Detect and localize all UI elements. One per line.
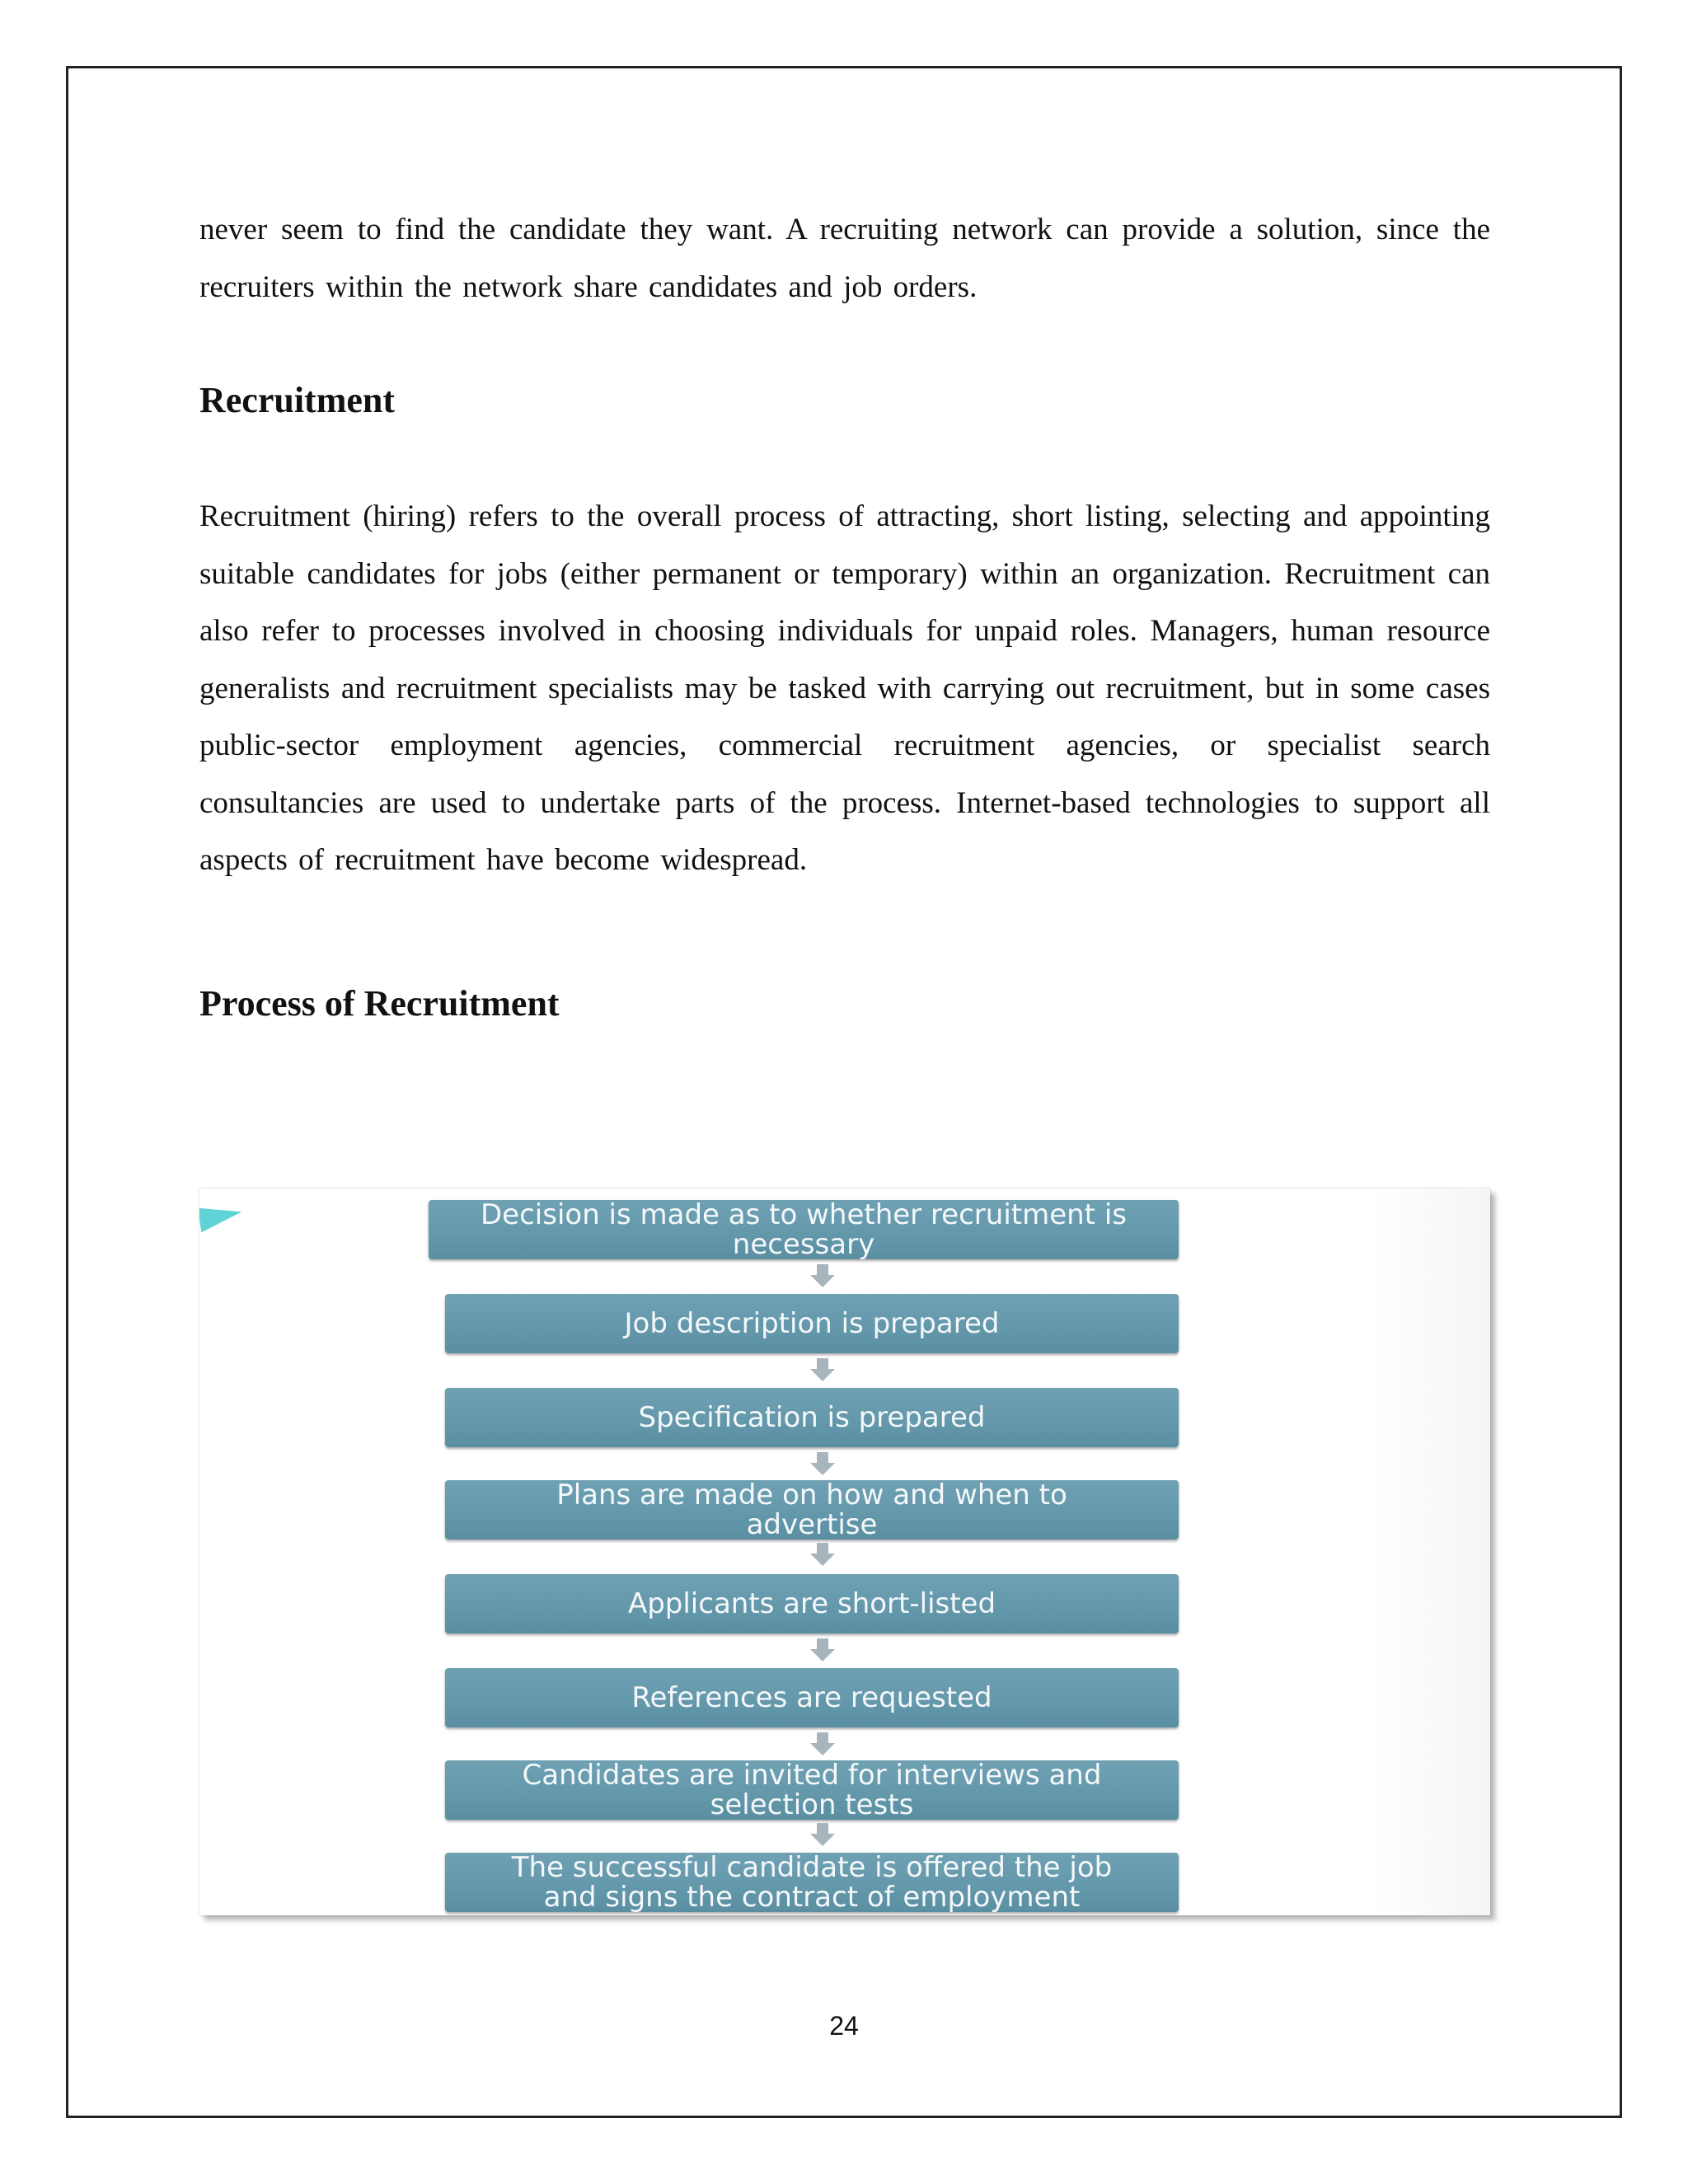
- flow-step-7: [445, 1760, 1179, 1820]
- flow-step-2-line1: Job description is prepared: [624, 1307, 1000, 1340]
- flow-step-8-line2: and signs the contract of employment: [543, 1881, 1081, 1914]
- flow-step-8: [445, 1853, 1179, 1912]
- page-number: 24: [829, 2011, 859, 2041]
- flow-step-7-line2: selection tests: [710, 1788, 914, 1821]
- process-of-recruitment-heading: Process of Recruitment: [199, 983, 560, 1024]
- flow-step-2: [445, 1294, 1179, 1353]
- recruitment-paragraph: Recruitment (hiring) refers to the overall process of attracting, short listing, selecting and appointing suitable candidates for jobs (either permanent or temporary) within an organization. Recruitment can also refer to processes involved in choosing individuals for unpaid roles. Managers, human resource generalists and recruitment specialists may be tasked with carrying out recruitment, but in some cases public-sector employment agencies, commercial recruitment agencies, or specialist search consultancies are used to undertake parts of the process. Internet-based technologies to support all aspects of recruitment have become widespread.: [199, 499, 1490, 877]
- flow-step-1: [429, 1200, 1179, 1259]
- flow-step-5: [445, 1574, 1179, 1633]
- flow-step-3: [445, 1388, 1179, 1447]
- flow-step-3-line1: Specification is prepared: [638, 1401, 986, 1434]
- recruitment-heading: Recruitment: [199, 380, 396, 420]
- flow-step-4: [445, 1480, 1179, 1540]
- flow-arrow-down-icon: [810, 1358, 835, 1383]
- flow-arrow-down-icon: [810, 1452, 835, 1477]
- teal-corner-accent: [199, 1202, 244, 1233]
- flow-arrow-down-icon: [810, 1264, 835, 1289]
- intro-paragraph: never seem to find the candidate they want. A recruiting network can provide a solution, since the recruiters within the network share candidates and job orders.: [199, 213, 1490, 304]
- flow-step-4-line1: Plans are made on how and when to: [556, 1479, 1067, 1511]
- flow-step-6: [445, 1668, 1179, 1727]
- flow-arrow-down-icon: [810, 1823, 835, 1848]
- flow-step-4-line2: advertise: [746, 1508, 878, 1541]
- flow-arrow-down-icon: [810, 1543, 835, 1568]
- flow-arrow-down-icon: [810, 1638, 835, 1663]
- flow-step-8-line1: The successful candidate is offered the job: [511, 1851, 1113, 1884]
- flow-step-1-line1: Decision is made as to whether recruitment is: [481, 1198, 1127, 1231]
- flow-arrow-down-icon: [810, 1732, 835, 1757]
- flow-step-7-line1: Candidates are invited for interviews and: [522, 1759, 1102, 1792]
- figure-background-shade: [1375, 1188, 1490, 1915]
- recruitment-process-flowchart: [199, 1188, 1490, 1915]
- flow-step-5-line1: Applicants are short-listed: [627, 1587, 996, 1620]
- flow-step-1-line2: necessary: [732, 1228, 875, 1261]
- flow-step-6-line1: References are requested: [631, 1681, 992, 1714]
